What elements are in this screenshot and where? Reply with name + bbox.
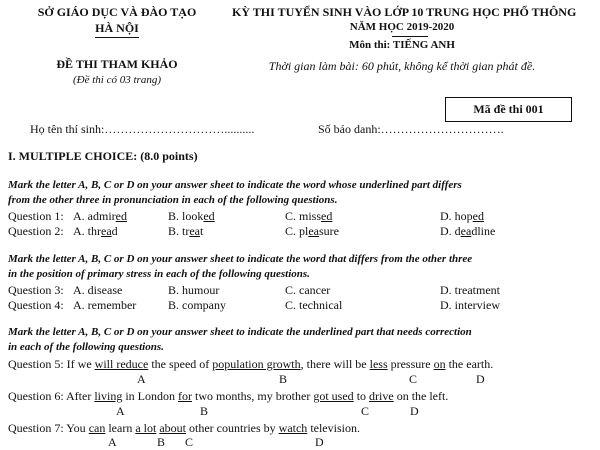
question-7-marker-a: A — [108, 435, 117, 449]
question-7-marker-c: C — [185, 435, 194, 449]
question-3-option-c: C. cancer — [285, 283, 331, 297]
question-2-option-c: C. pleasure — [285, 224, 339, 238]
candidate-number-field: Số báo danh:…………………………. — [318, 122, 504, 136]
question-7-marker-d: D — [315, 435, 324, 449]
question-1-option-c: C. missed — [285, 209, 333, 223]
instruction-2-line-1: Mark the letter A, B, C or D on your answer sheet to indicate the word that differs from the other three — [8, 253, 473, 265]
question-3-option-d: D. treatment — [440, 283, 500, 297]
question-2-option-b: B. treat — [168, 224, 204, 238]
department-name: SỞ GIÁO DỤC VÀ ĐÀO TẠO — [37, 5, 197, 19]
question-4-option-c: C. technical — [285, 298, 343, 312]
question-5-marker-a: A — [137, 372, 146, 386]
question-3-label: Question 3: — [8, 283, 64, 297]
question-7-marker-b: B — [157, 435, 166, 449]
question-1-label: Question 1: — [8, 209, 64, 223]
question-6-sentence: Question 6: After living in London for two months, my brother got used to drive on the left. — [8, 389, 449, 403]
question-2-label: Question 2: — [8, 224, 64, 238]
question-7-sentence: Question 7: You can learn a lot about other countries by watch television. — [8, 421, 360, 435]
question-2-option-d: D. deadline — [440, 224, 496, 238]
question-4-label: Question 4: — [8, 298, 64, 312]
instruction-2-line-2: in the position of primary stress in each of the following questions. — [8, 268, 310, 280]
department-city: HÀ NỘI — [95, 21, 139, 35]
reference-label: ĐỀ THI THAM KHẢO — [56, 57, 178, 71]
exam-title: KỲ THI TUYỂN SINH VÀO LỚP 10 TRUNG HỌC PHỔ THÔNG — [232, 5, 577, 19]
question-6-marker-b: B — [200, 404, 209, 418]
question-3-option-a: A. disease — [73, 283, 123, 297]
question-4-option-b: B. company — [168, 298, 226, 312]
question-1-option-b: B. looked — [168, 209, 215, 223]
header-divider-right — [392, 36, 428, 37]
question-1-option-a: A. admired — [73, 209, 127, 223]
question-6-marker-d: D — [410, 404, 419, 418]
candidate-name-field: Họ tên thí sinh:………………………….......... — [30, 122, 255, 136]
question-5-marker-d: D — [476, 372, 485, 386]
question-6-marker-a: A — [116, 404, 125, 418]
question-5-sentence: Question 5: If we will reduce the speed of population growth, there will be less pressure on the earth. — [8, 357, 494, 371]
exam-code: Mã đề thi 001 — [473, 102, 544, 116]
instruction-3-line-1: Mark the letter A, B, C or D on your answer sheet to indicate the underlined part that needs correction — [8, 326, 472, 338]
subject: Môn thi: TIẾNG ANH — [349, 39, 455, 51]
section-title: I. MULTIPLE CHOICE: (8.0 points) — [8, 149, 198, 163]
question-6-marker-c: C — [361, 404, 370, 418]
question-5-marker-c: C — [409, 372, 418, 386]
pages-note: (Đề thi có 03 trang) — [73, 74, 161, 86]
instruction-1-line-2: from the other three in pronunciation in each of the following questions. — [8, 194, 338, 206]
question-4-option-d: D. interview — [440, 298, 500, 312]
instruction-3-line-2: in each of the following questions. — [8, 341, 164, 353]
question-2-option-a: A. thread — [73, 224, 118, 238]
question-1-option-d: D. hoped — [440, 209, 484, 223]
instruction-1-line-1: Mark the letter A, B, C or D on your answer sheet to indicate the word whose underlined part differs — [8, 179, 462, 191]
question-4-option-a: A. remember — [73, 298, 137, 312]
question-5-marker-b: B — [279, 372, 288, 386]
question-3-option-b: B. humour — [168, 283, 220, 297]
header-divider-left — [95, 37, 139, 38]
school-year: NĂM HỌC 2019-2020 — [349, 21, 455, 33]
time-note: Thời gian làm bài: 60 phút, không kể thời gian phát đề. — [268, 59, 536, 73]
